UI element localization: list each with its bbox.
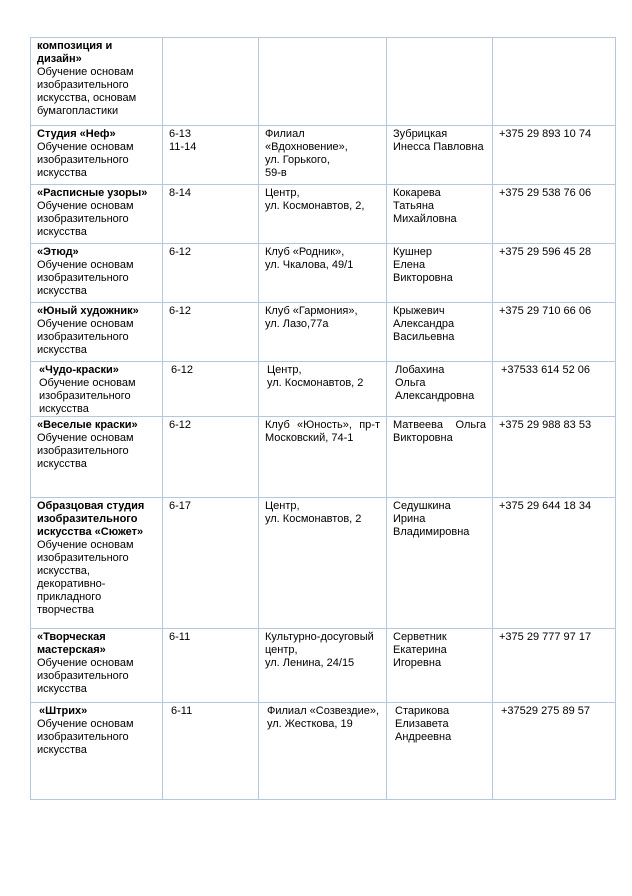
address-line: Культурно-досуговый центр, — [265, 631, 374, 656]
age-range: 6-12 — [169, 305, 192, 317]
studio-description: Обучение основам изобразительного искусства — [37, 200, 134, 238]
address-cell — [259, 185, 387, 244]
leader-name: Серветник — [393, 631, 447, 643]
studio-title: «Штрих» — [39, 705, 88, 717]
studio-description: Обучение основам изобразительного искусства — [37, 318, 134, 356]
leader-name: Инесса Павловна — [393, 141, 484, 153]
leader-name: Зубрицкая — [393, 128, 448, 140]
address-cell — [259, 629, 387, 703]
address-line: 59-в — [265, 167, 287, 179]
leader-name: Александра — [393, 318, 455, 330]
address-line: Филиал «Созвездие», — [267, 705, 380, 717]
age-cell — [163, 629, 259, 703]
address-line: Клуб «Юность», пр-т Московский, 74-1 — [265, 419, 380, 444]
leader-name: Лобахина — [395, 364, 445, 376]
address-line: ул. Ленина, 24/15 — [265, 657, 355, 669]
address-line: Центр, — [265, 500, 300, 512]
leader-cell — [387, 244, 493, 303]
address-cell — [259, 362, 387, 417]
studio-description: Обучение основам изобразительного искусства, декоративно-прикладного творчества — [37, 539, 134, 616]
studio-description: Обучение основам изобразительного искусства — [37, 657, 134, 695]
leader-name: Кушнер — [393, 246, 433, 258]
leader-name: Ольга — [395, 377, 426, 389]
studio-name-cell — [31, 498, 163, 629]
leader-name: Андреевна — [395, 731, 452, 743]
age-cell — [163, 185, 259, 244]
leader-cell — [387, 498, 493, 629]
address-cell — [259, 126, 387, 185]
address-cell — [259, 498, 387, 629]
studio-name-cell — [31, 38, 163, 126]
studio-title: «Юный художник» — [37, 305, 139, 317]
address-line: «Вдохновение», — [265, 141, 348, 153]
table-row — [31, 498, 616, 629]
leader-name: Игоревна — [393, 657, 442, 669]
studio-description: Обучение основам изобразительного искусства — [37, 259, 134, 297]
address-line: Центр, — [267, 364, 302, 376]
phone-number: +37533 614 52 06 — [501, 364, 591, 376]
age-cell — [163, 703, 259, 800]
phone-cell — [493, 126, 616, 185]
studio-name-cell — [31, 185, 163, 244]
studio-name-cell — [31, 417, 163, 498]
leader-cell — [387, 303, 493, 362]
studio-name-cell — [31, 244, 163, 303]
studio-name-cell — [31, 629, 163, 703]
studio-description: Обучение основам изобразительного искусства, основам бумагопластики — [37, 66, 137, 117]
age-range: 8-14 — [169, 187, 192, 199]
leader-name: Старикова — [395, 705, 450, 717]
studio-description: Обучение основам изобразительного искусства — [37, 432, 134, 470]
studio-title: «Расписные узоры» — [37, 187, 148, 199]
phone-number: +375 29 893 10 74 — [499, 128, 592, 140]
studio-name-cell — [31, 362, 163, 417]
phone-cell — [493, 417, 616, 498]
studios-table — [30, 37, 616, 800]
studio-name-cell — [31, 303, 163, 362]
table-row — [31, 703, 616, 800]
age-cell — [163, 498, 259, 629]
address-line: ул. Космонавтов, 2, — [265, 200, 365, 212]
table-row — [31, 417, 616, 498]
phone-number: +375 29 777 97 17 — [499, 631, 592, 643]
leader-name: Елена Викторовна — [393, 259, 453, 284]
age-range: 6-12 — [169, 419, 192, 431]
leader-name: Екатерина — [393, 644, 447, 656]
age-cell — [163, 303, 259, 362]
phone-cell — [493, 362, 616, 417]
phone-cell — [493, 629, 616, 703]
leader-cell — [387, 417, 493, 498]
studio-title: композиция и дизайн» — [37, 40, 113, 65]
studio-name-cell — [31, 126, 163, 185]
studio-title: Образцовая студия изобразительного искусства «Сюжет» — [37, 500, 145, 538]
address-line: ул. Чкалова, 49/1 — [265, 259, 354, 271]
leader-cell — [387, 126, 493, 185]
phone-cell — [493, 498, 616, 629]
studio-title: «Чудо-краски» — [39, 364, 119, 376]
leader-cell — [387, 185, 493, 244]
leader-name: Татьяна — [393, 200, 435, 212]
leader-cell — [387, 703, 493, 800]
table-row — [31, 362, 616, 417]
phone-number: +375 29 644 18 34 — [499, 500, 592, 512]
leader-name: Александровна — [395, 390, 475, 402]
age-range: 11-14 — [169, 141, 197, 153]
phone-number: +375 29 988 83 53 — [499, 419, 592, 431]
phone-number: +375 29 538 76 06 — [499, 187, 592, 199]
table-row — [31, 38, 616, 126]
address-cell — [259, 38, 387, 126]
address-line: Филиал — [265, 128, 305, 140]
leader-name: Кокарева — [393, 187, 441, 199]
phone-number: +375 29 710 66 06 — [499, 305, 592, 317]
table-row — [31, 185, 616, 244]
address-line: ул. Лазо,77а — [265, 318, 329, 330]
age-range: 6-17 — [169, 500, 192, 512]
address-line: ул. Горького, — [265, 154, 330, 166]
address-cell — [259, 703, 387, 800]
address-line: ул. Космонавтов, 2 — [267, 377, 364, 389]
address-line: Клуб «Родник», — [265, 246, 345, 258]
phone-cell — [493, 185, 616, 244]
leader-name: Елизавета — [395, 718, 449, 730]
table-row — [31, 126, 616, 185]
age-range: 6-11 — [169, 631, 191, 643]
address-cell — [259, 303, 387, 362]
age-cell — [163, 126, 259, 185]
age-cell — [163, 244, 259, 303]
leader-name: Крыжевич — [393, 305, 445, 317]
phone-cell — [493, 244, 616, 303]
address-line: ул. Космонавтов, 2 — [265, 513, 362, 525]
studio-title: «Творческая мастерская» — [37, 631, 106, 656]
phone-cell — [493, 303, 616, 362]
address-line: Центр, — [265, 187, 300, 199]
address-cell — [259, 417, 387, 498]
phone-cell — [493, 703, 616, 800]
studio-description: Обучение основам изобразительного искусства — [39, 377, 136, 415]
age-range: 6-13 — [169, 128, 192, 140]
table-row — [31, 244, 616, 303]
studio-title: «Веселые краски» — [37, 419, 138, 431]
studio-title: «Этюд» — [37, 246, 79, 258]
phone-number: +375 29 596 45 28 — [499, 246, 592, 258]
leader-cell — [387, 362, 493, 417]
table-row — [31, 629, 616, 703]
studio-name-cell — [31, 703, 163, 800]
phone-number: +37529 275 89 57 — [501, 705, 591, 717]
leader-name: Седушкина Ирина Владимировна — [393, 500, 470, 538]
leader-cell — [387, 629, 493, 703]
leader-name: Матвеева Ольга Викторовна — [393, 419, 486, 444]
age-range: 6-12 — [171, 364, 194, 376]
studio-description: Обучение основам изобразительного искусства — [37, 718, 134, 756]
studio-description: Обучение основам изобразительного искусства — [37, 141, 134, 179]
age-range: 6-11 — [171, 705, 193, 717]
studio-title: Студия «Неф» — [37, 128, 116, 140]
table-row — [31, 303, 616, 362]
phone-cell — [493, 38, 616, 126]
leader-name: Васильевна — [393, 331, 455, 343]
address-cell — [259, 244, 387, 303]
age-cell — [163, 362, 259, 417]
age-cell — [163, 417, 259, 498]
leader-cell — [387, 38, 493, 126]
age-cell — [163, 38, 259, 126]
leader-name: Михайловна — [393, 213, 457, 225]
age-range: 6-12 — [169, 246, 192, 258]
address-line: ул. Жесткова, 19 — [267, 718, 353, 730]
address-line: Клуб «Гармония», — [265, 305, 358, 317]
